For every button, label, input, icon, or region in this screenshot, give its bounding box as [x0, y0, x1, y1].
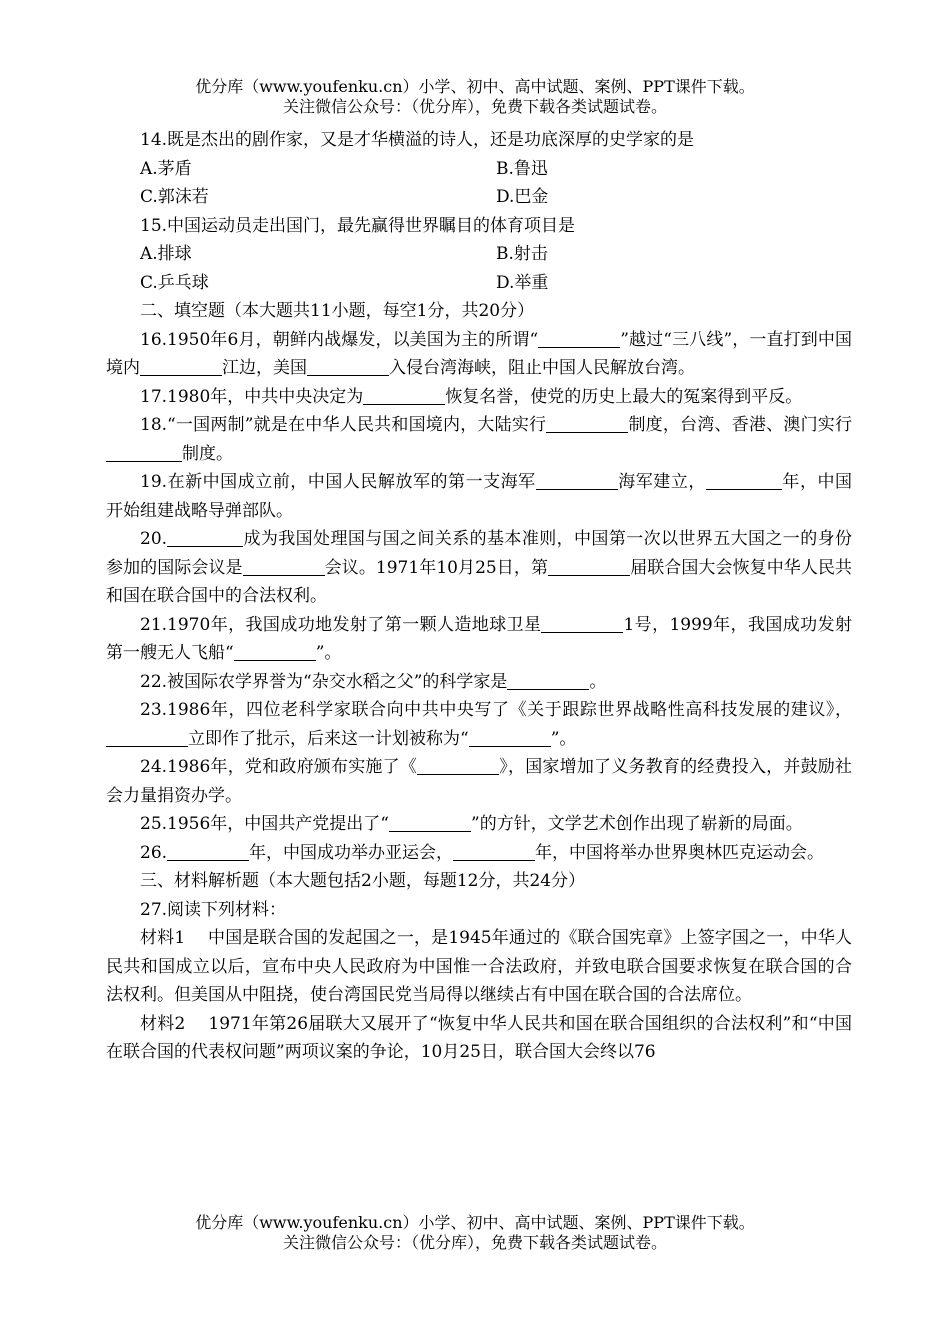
question-17 — [106, 383, 852, 412]
q26-text-2: 年，中国成功举办亚运会， — [249, 842, 454, 863]
q18-text-1: 18.“一国两制”就是在中华人民共和国境内，大陆实行 — [140, 415, 547, 435]
material-2: 材料2 1971年第26届联大又展开了“恢复中华人民共和国在联合国组织的合法权利”和“中国在联合国的代表权问题”两项议案的争论，10月25日，联合国大会终以76 — [106, 1013, 852, 1062]
option-c: C.乒乓球 — [140, 272, 209, 293]
q23-text-2: 立即作了批示，后来这一计划被称为“ — [188, 728, 469, 749]
q20-text-3: 会议。1971年10月25日，第 — [324, 557, 549, 578]
header-line-2: 关注微信公众号：（优分库），免费下载各类试题试卷。 — [282, 97, 667, 116]
q19-text-1: 19.在新中国成立前，中国人民解放军的第一支海军 — [140, 472, 536, 492]
blank — [536, 471, 618, 490]
question-27-stem: 27.阅读下列材料： — [140, 899, 287, 920]
question-18 — [106, 411, 852, 468]
question-14-options-row1 — [106, 155, 852, 184]
page-footer — [0, 1213, 950, 1253]
q16-text-3: 江边，美国 — [222, 358, 307, 378]
q22-text-2: 。 — [589, 671, 607, 692]
question-15-options-row2 — [106, 269, 852, 298]
blank — [541, 614, 623, 633]
question-26 — [106, 839, 852, 868]
blank — [363, 386, 445, 405]
question-14-stem: 14.既是杰出的剧作家，又是才华横溢的诗人，还是功底深厚的史学家的是 — [140, 130, 695, 150]
question-22 — [106, 668, 852, 697]
blank — [507, 671, 589, 690]
q24-text-1: 24.1986年，党和政府颁布实施了《 — [140, 757, 418, 777]
footer-line-2: 关注微信公众号：（优分库），免费下载各类试题试卷。 — [282, 1233, 667, 1252]
q18-text-3: 制度。 — [182, 443, 233, 464]
q16-text-4: 入侵台湾海峡，阻止中国人民解放台湾。 — [389, 358, 695, 378]
q17-text-1: 17.1980年，中共中央决定为 — [140, 386, 364, 407]
q26-text-3: 年，中国将举办世界奥林匹克运动会。 — [535, 842, 825, 863]
q23-text-1: 23.1986年，四位老科学家联合向中共中央写了《关于跟踪世界战略性高科技发展的建议》， — [140, 700, 852, 720]
blank — [453, 842, 535, 861]
q16-text-2: ”越过“三八线”，一直打到中国境内 — [106, 329, 852, 378]
q19-text-3: 年，中国开始组建战略导弹部队。 — [106, 472, 853, 521]
question-20 — [106, 525, 852, 611]
option-d: D.举重 — [496, 272, 549, 293]
blank — [140, 357, 222, 376]
option-a: A.排球 — [140, 244, 192, 264]
q19-text-2: 海军建立， — [617, 472, 706, 492]
blank — [307, 357, 389, 376]
blank — [417, 756, 499, 775]
q21-text-1: 21.1970年，我国成功地发射了第一颗人造地球卫星 — [140, 614, 542, 635]
blank — [548, 557, 630, 576]
blank — [389, 813, 471, 832]
q20-text-1: 20. — [140, 529, 168, 549]
option-b: B.鲁迅 — [496, 158, 548, 179]
question-19 — [106, 468, 852, 525]
question-15-stem: 15.中国运动员走出国门，最先赢得世界瞩目的体育项目是 — [140, 215, 576, 236]
q25-text-2: ”的方针，文学艺术创作出现了崭新的局面。 — [471, 814, 803, 834]
blank — [167, 528, 243, 547]
blank — [243, 557, 325, 576]
question-25 — [106, 810, 852, 839]
q22-text-1: 22.被国际农学界誉为“杂交水稻之父”的科学家是 — [140, 671, 508, 692]
q20-text-4: 届联合国大会恢复中华人民共和国在联合国中的合法权利。 — [106, 557, 853, 606]
material-1: 材料1 中国是联合国的发起国之一，是1945年通过的《联合国宪章》上签字国之一，中华人民共和国成立以后，宣布中央人民政府为中国惟一合法政府，并致电联合国要求恢复在联合国的合法权利。但美国从中阻挠，使台湾国民党当局得以继续占有中国在联合国的合法席位。 — [106, 928, 852, 1005]
q24-text-2: 》，国家增加了义务教育的经费投入，并鼓励社会力量捐资办学。 — [106, 757, 853, 806]
option-d: D.巴金 — [496, 187, 549, 207]
q21-text-2: 1号，1999年，我国成功发射第一艘无人飞船“ — [106, 614, 852, 663]
blank — [546, 414, 628, 433]
question-15-options-row1 — [106, 240, 852, 269]
q23-text-3: ”。 — [550, 728, 577, 749]
exam-content — [106, 126, 852, 1067]
section-3-heading: 三、材料解析题（本大题包括2小题，每题12分，共24分） — [140, 871, 586, 891]
question-24 — [106, 753, 852, 810]
question-14-options-row2 — [106, 183, 852, 212]
q20-text-2: 成为我国处理国与国之间关系的基本准则，中国第一次以世界五大国之一的身份参加的国际会议是 — [106, 529, 852, 578]
q25-text-1: 25.1956年，中国共产党提出了“ — [140, 814, 389, 834]
footer-line-1: 优分库（www.youfenku.cn）小学、初中、高中试题、案例、PPT课件下载。 — [195, 1213, 755, 1232]
q21-text-3: ”。 — [315, 643, 342, 663]
blank — [469, 728, 551, 747]
question-16 — [106, 326, 852, 383]
option-a: A.茅盾 — [140, 158, 192, 179]
header-line-1: 优分库（www.youfenku.cn）小学、初中、高中试题、案例、PPT课件下载。 — [195, 77, 755, 96]
option-b: B.射击 — [496, 244, 548, 264]
q18-text-2: 制度，台湾、香港、澳门实行 — [628, 415, 853, 435]
section-2-heading: 二、填空题（本大题共11小题，每空1分，共20分） — [140, 301, 535, 321]
page-header — [0, 77, 950, 117]
q17-text-2: 恢复名誉，使党的历史上最大的冤案得到平反。 — [445, 386, 803, 407]
question-21 — [106, 611, 852, 668]
q26-text-1: 26. — [140, 842, 168, 863]
blank — [167, 842, 249, 861]
question-23 — [106, 696, 852, 753]
blank — [106, 728, 188, 747]
blank — [234, 642, 316, 661]
blank — [106, 443, 182, 462]
blank — [538, 329, 620, 348]
q16-text-1: 16.1950年6月，朝鲜内战爆发，以美国为主的所谓“ — [140, 329, 539, 350]
option-c: C.郭沫若 — [140, 187, 209, 207]
blank — [706, 471, 782, 490]
